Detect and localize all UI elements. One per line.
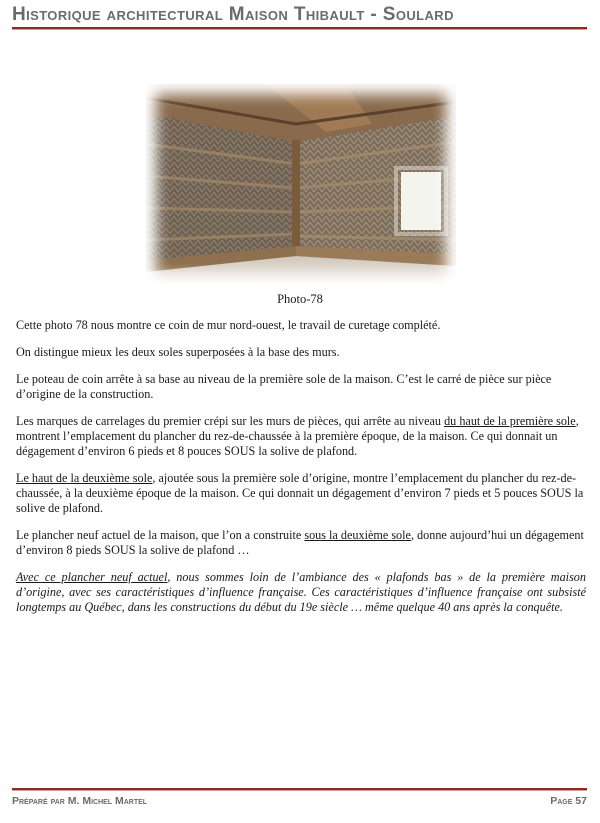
paragraph-6-text-a: Le plancher neuf actuel de la maison, que l’on a construite (16, 528, 305, 542)
paragraph-5-text-b: , ajoutée sous la première sole d’origine, montre l’emplacement du plancher du rez-de-chaussée, à la deuxième époque de la maison. Ce qui donnait un dégagement d’environ 7 pieds et 5 pouces SOUS la solive de plafond. (16, 471, 584, 515)
paragraph-6 (16, 528, 586, 558)
footer-author: Préparé par M. Michel Martel (12, 795, 148, 807)
paragraph-7 (16, 570, 586, 615)
room-corner-photo (146, 84, 456, 286)
paragraph-5 (16, 471, 586, 516)
paragraph-7-text-b: , nous sommes loin de l’ambiance des « plafonds bas » de la première maison d’origine, avec ses caractéristiques d’influence française. Ces caractéristiques d’influence française ont subsisté longtemps au Québec, dans les constructions du début du 19e siècle … même quelque 40 ans après la conquête. (16, 570, 586, 614)
footer-page-number: Page 57 (550, 795, 587, 807)
header-rule (12, 27, 587, 30)
photo-caption: Photo-78 (277, 292, 323, 306)
paragraph-5-underlined: Le haut de la deuxième sole (16, 471, 153, 485)
footer-rule (12, 788, 587, 791)
page-footer (12, 788, 587, 807)
footer-row (12, 795, 587, 807)
paragraph-4-text-b: , montrent l’emplacement du plancher du rez-de-chaussée à la première époque, de la maison. Ce qui donnait un dégagement d’environ 6 pieds et 8 pouces SOUS la solive de plafond. (16, 414, 579, 458)
photo-78 (146, 84, 456, 286)
paragraph-4-text-a: Les marques de carrelages du premier crépi sur les murs de pièces, qui arrête au niveau (16, 414, 445, 428)
paragraph-4 (16, 414, 586, 459)
paragraph-4-underlined: du haut de la première sole (444, 414, 576, 428)
paragraph-7-underlined: Avec ce plancher neuf actuel (16, 570, 168, 584)
paragraph-6-text-b: , donne aujourd’hui un dégagement d’environ 8 pieds SOUS la solive de plafond … (16, 528, 584, 557)
paragraph-2: On distingue mieux les deux soles superposées à la base des murs. (16, 345, 340, 359)
body-text (16, 318, 586, 627)
page-header (12, 4, 587, 30)
document-title: Historique architectural Maison Thibault - Soulard (12, 4, 454, 25)
paragraph-3: Le poteau de coin arrête à sa base au niveau de la première sole de la maison. C’est le carré de pièce sur pièce d’origine de la construction. (16, 372, 552, 401)
paragraph-6-underlined: sous la deuxième sole (304, 528, 411, 542)
paragraph-1: Cette photo 78 nous montre ce coin de mur nord-ouest, le travail de curetage complété. (16, 318, 441, 332)
